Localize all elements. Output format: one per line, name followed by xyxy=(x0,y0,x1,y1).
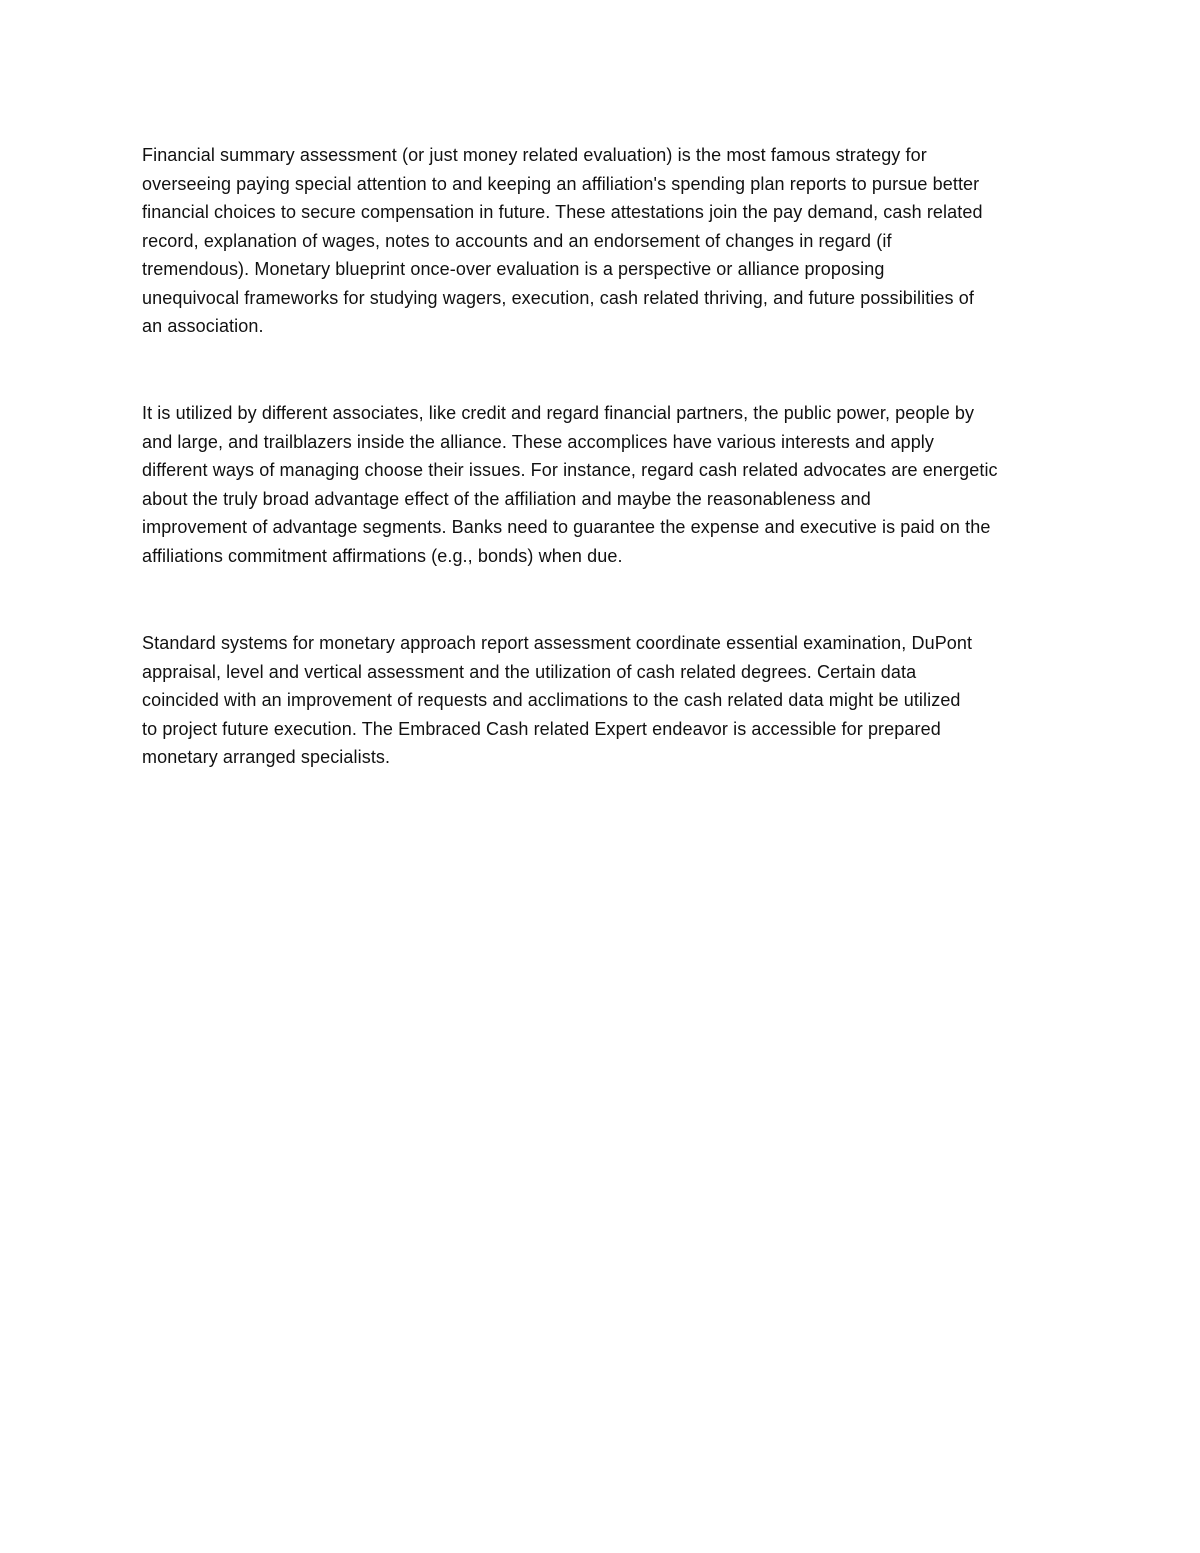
paragraph-line: and large, and trailblazers inside the alliance. These accomplices have various interests and apply xyxy=(142,431,935,452)
paragraph-line: coincided with an improvement of requests and acclimations to the cash related data might be utilized xyxy=(142,690,961,710)
paragraph-line: It is utilized by different associates, like credit and regard financial partners, the public power, people by xyxy=(142,403,975,423)
paragraph-line: overseeing paying special attention to and keeping an affiliation's spending plan reports to pursue better xyxy=(142,173,980,194)
paragraph-line: Standard systems for monetary approach report assessment coordinate essential examination, DuPont xyxy=(142,633,973,653)
paragraph-line: appraisal, level and vertical assessment and the utilization of cash related degrees. Certain data xyxy=(142,661,917,682)
paragraph-line: different ways of managing choose their issues. For instance, regard cash related advocates are energetic xyxy=(142,460,998,480)
paragraph-line: about the truly broad advantage effect of the affiliation and maybe the reasonableness and xyxy=(142,488,871,509)
paragraph-line: to project future execution. The Embraced Cash related Expert endeavor is accessible for prepared xyxy=(142,718,941,739)
paragraph-line: an association. xyxy=(142,316,264,336)
paragraph-line: improvement of advantage segments. Banks need to guarantee the expense and executive is paid on the xyxy=(142,517,991,537)
paragraph-line: record, explanation of wages, notes to accounts and an endorsement of changes in regard (if xyxy=(142,230,892,251)
paragraph-line: unequivocal frameworks for studying wagers, execution, cash related thriving, and future possibilities of xyxy=(142,287,974,308)
paragraph-line: Financial summary assessment (or just money related evaluation) is the most famous strategy for xyxy=(142,145,927,165)
paragraph-line: monetary arranged specialists. xyxy=(142,747,391,767)
paragraph-line: tremendous). Monetary blueprint once-over evaluation is a perspective or alliance proposing xyxy=(142,259,885,279)
paragraph-line: affiliations commitment affirmations (e.g., bonds) when due. xyxy=(142,545,623,566)
paragraph-financial-summary xyxy=(142,141,983,341)
paragraph-associates xyxy=(142,399,998,570)
paragraph-standard-systems xyxy=(142,629,972,772)
paragraph-line: financial choices to secure compensation in future. These attestations join the pay demand, cash related xyxy=(142,202,983,222)
